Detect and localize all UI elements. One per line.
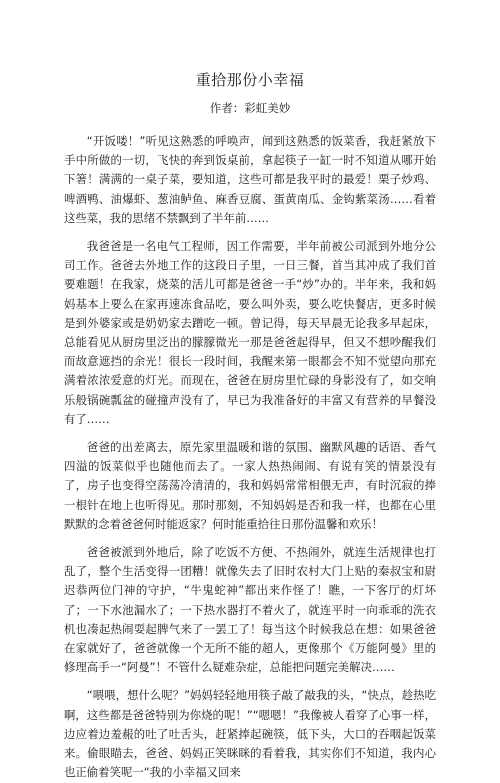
article-paragraph: 我爸爸是一名电气工程师，因工作需要，半年前被公司派到外地分公司工作。爸爸去外地工作的这段日子里，一日三餐，首当其冲成了我们首要难题！在我家，烧菜的活儿可都是爸爸一手“炒”办的。半年来，我和妈妈基本上要么在家再速冻食品吃，要么叫外卖，要么吃快餐店，更多时候是到外婆家或是奶奶家去蹭吃一顿。曾记得，每天早晨无论我多早起床，总能看见从厨房里泛出的朦朦微光一那是爸爸起得早，但又不想吵醒我们而故意遮挡的余光！很长一段时间，我醒来第一眼都会不知不觉望向那充满着浓浓爱意的灯光。而现在，爸爸在厨房里忙碌的身影没有了，如交响乐般锅碗瓢盆的碰撞声没有了，早已为我准备好的丰富又有营养的早餐没有了…… <box>64 239 436 426</box>
article-paragraph: 爸爸被派到外地后，除了吃饭不方便、不热闹外，就连生活规律也打乱了，整个生活变得一团糟！就像失去了旧时农村大门上贴的秦叔宝和尉迟恭两位门神的守护，“牛鬼蛇神”都出来作怪了！瞧，一下客厅的灯坏了；一下水池漏水了；一下热水器打不着火了，就连平时一向乖乖的洗衣机也凑起热闹耍起脾气来了一罢工了！每当这个时候我总在想：如果爸爸在家就好了，爸爸就像一个无所不能的超人，更像那个《万能阿曼》里的修理高手一“阿曼”！不管什么疑难杂症，总能把问题完美解决…… <box>64 545 436 675</box>
article-author: 作者：彩虹美妙 <box>209 101 291 115</box>
article-paragraph: 爸爸的出差离去，原先家里温暖和谐的氛围、幽默风趣的话语、香气四溢的饭菜似乎也随他而去了。一家人热热闹闹、有说有笑的情景没有了，房子也变得空荡荡冷清清的，我和妈妈常常相偎无声，有时沉寂的捧一根针在地上也听得见。那时那刻，不知妈妈是否和我一样，也都在心里默默的念着爸爸何时能返家？何时能重拾往日那份温馨和欢乐！ <box>64 440 436 531</box>
article-title: 重拾那份小幸福 <box>195 71 305 89</box>
article-paragraph: “喂喂，想什么呢？”妈妈轻轻地用筷子敲了敲我的头，“快点，趁热吃啊，这些都是爸爸特别为你烧的呢！”“嗯嗯！”我像被人看穿了心事一样，边应着边羞赧的吐了吐舌头，赶紧捧起碗筷，低下头，大口的吞咽起饭菜来。偷眼瞄去，爸爸、妈妈正笑眯眯的看着我，其实你们不知道，我内心也正偷着笑呢一“我的小幸福又回来 <box>64 688 436 780</box>
article-paragraph: “开饭喽！”听见这熟悉的呼唤声，闻到这熟悉的饭菜香，我赶紧放下手中所做的一切，飞快的奔到饭桌前，拿起筷子一缸一时不知道从哪开始下箸！满满的一桌子菜，要知道，这些可都是我平时的最爱！栗子炒鸡、啤酒鸭、油爆虾、葱油鲈鱼、麻香豆腐、蛋黄南瓜、金钩紫菜汤……看着这些菜，我的思绪不禁飘到了半年前…… <box>64 134 436 225</box>
